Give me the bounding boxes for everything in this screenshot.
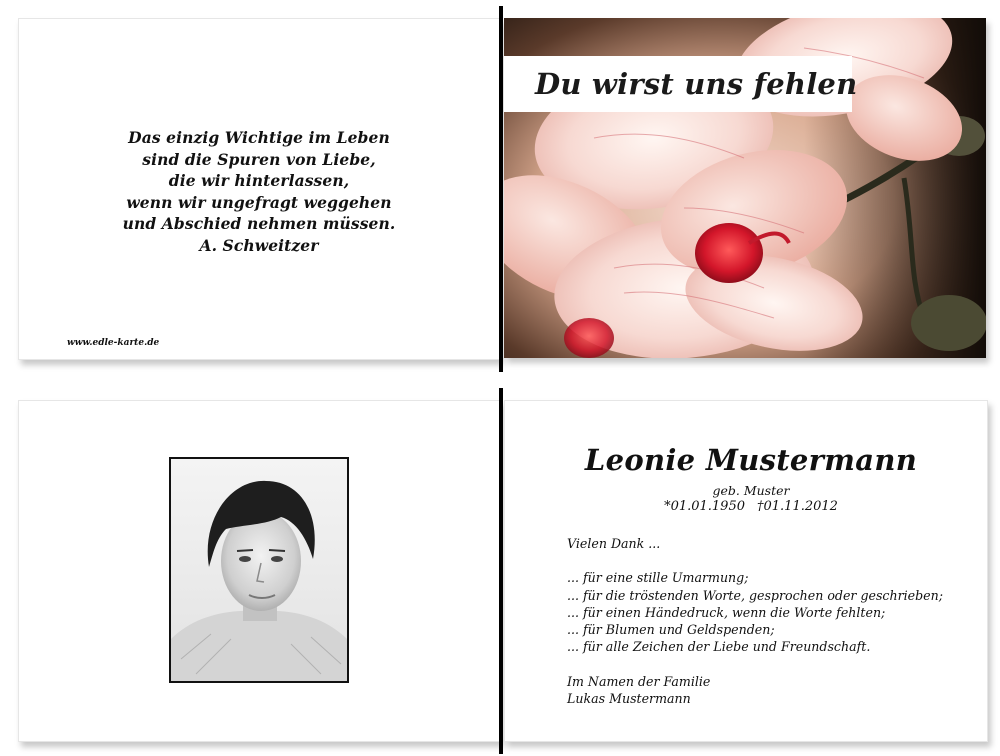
message-line xyxy=(567,655,943,672)
message-line: ... für einen Händedruck, wenn die Worte fehlten; xyxy=(567,604,886,620)
website-link[interactable]: www.edle-karte.de xyxy=(67,338,160,348)
message-line: ... für eine stille Umarmung; xyxy=(567,570,749,586)
birth-date: *01.01.1950 xyxy=(664,499,745,514)
banner-title: Du wirst uns fehlen xyxy=(535,67,858,101)
death-date: †01.11.2012 xyxy=(757,499,838,514)
back-right-panel xyxy=(504,400,988,742)
message-line: ... für alle Zeichen der Liebe und Freundschaft. xyxy=(567,639,871,655)
quote-line: sind die Spuren von Liebe, xyxy=(142,149,376,169)
quote-author: A. Schweitzer xyxy=(199,235,319,255)
message-line xyxy=(567,552,943,569)
portrait-photo xyxy=(169,457,349,683)
quote-line: und Abschied nehmen müssen. xyxy=(122,214,396,233)
front-cover-panel xyxy=(504,18,986,358)
inside-left-panel xyxy=(18,18,500,360)
person-silhouette xyxy=(171,459,347,681)
back-left-panel xyxy=(18,400,500,742)
thank-you-message xyxy=(567,535,943,707)
life-dates xyxy=(505,499,987,514)
fold-line-top xyxy=(499,6,503,372)
quote-line: Das einzig Wichtige im Leben xyxy=(128,128,390,147)
maiden-name: geb. Muster xyxy=(712,483,790,498)
message-line: Vielen Dank ... xyxy=(567,536,661,551)
fold-line-bottom xyxy=(499,388,503,754)
deceased-name: Leonie Mustermann xyxy=(584,443,918,477)
title-banner xyxy=(504,56,858,112)
quote-line: wenn wir ungefragt weggehen xyxy=(126,192,392,212)
message-line: ... für Blumen und Geldspenden; xyxy=(567,622,775,637)
quote-line: die wir hinterlassen, xyxy=(168,171,350,190)
message-line: ... für die tröstenden Worte, gesprochen oder geschrieben; xyxy=(567,587,943,603)
message-line: Lukas Mustermann xyxy=(567,690,691,706)
quote xyxy=(19,127,499,256)
message-line: Im Namen der Familie xyxy=(567,673,711,689)
